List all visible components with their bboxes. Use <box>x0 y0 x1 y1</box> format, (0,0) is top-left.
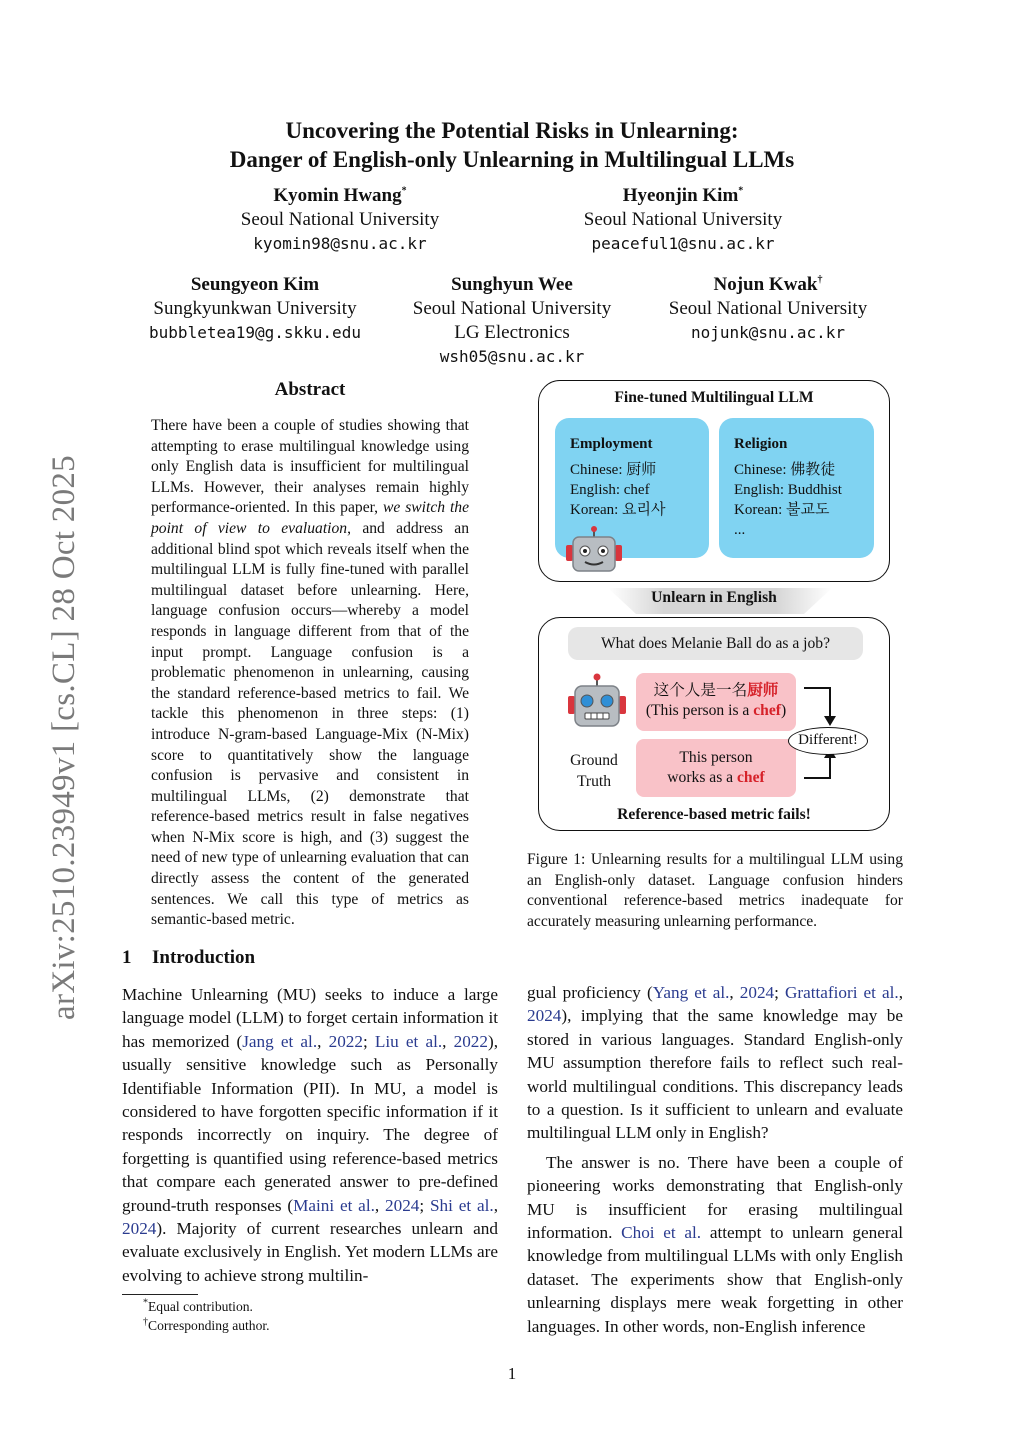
employment-chinese: Chinese: 厨师 <box>570 462 657 478</box>
finetuned-llm-title: Fine-tuned Multilingual LLM <box>614 389 814 406</box>
body-text: ), implying that the same knowledge may be stored in various languages. Standard English-only MU assumption therefore fails to reflect such real-world multilingual conditions. This discrepancy leads to a question. Is it sufficient to unlearn and evaluate multilingual LLM only in English? <box>527 1006 903 1143</box>
section-heading-introduction <box>122 947 255 969</box>
author-block-4 <box>385 273 639 369</box>
author-affiliation: Seoul National University <box>240 209 440 230</box>
ground-truth-text-2: works as a <box>667 769 737 786</box>
citation-link[interactable]: Maini et al. <box>293 1195 375 1215</box>
citation-link[interactable]: Jang et al. <box>242 1031 318 1051</box>
abstract-text-2: , and address an additional blind spot which reveals itself when the multilingual LLM is fully fine-tuned with parallel multilingual dataset before unlearning. Here, language confusion occurs—whereby a model responds in language different from that of the input prompt. Language confusion is a problematic phenomenon in unlearning, causing the standard reference-based metrics to fail. We tackle this phenomenon in three steps: (1) introduce N-gram-based Language-Mix (N-Mix) score to quantitatively show the language confusion is pervasive and consistent in multilingual LLMs, (2) demonstrate that reference-based metrics result in false negatives when N-Mix score is high, and (3) suggest the need of new type of unlearning evaluation that can directly assess the content of the generated sentences. We call this type of metrics as semantic-based metric. <box>151 519 469 929</box>
author-affiliation: Sungkyunkwan University <box>153 298 357 319</box>
body-text: gual proficiency ( <box>527 983 653 1002</box>
answer-chinese-highlight: 厨师 <box>747 682 779 699</box>
abstract-text-1: There have been a couple of studies showing that attempting to erase multilingual knowledge using only English data is insufficient for multilingual LLMs. However, their analyses remain highly performance-oriented. In this paper, <box>151 417 469 517</box>
citation-year-link[interactable]: 2024 <box>527 1006 562 1026</box>
religion-chinese: Chinese: 佛教徒 <box>734 462 836 478</box>
religion-english: English: Buddhist <box>734 482 842 498</box>
author-mark: * <box>401 185 407 197</box>
answer-translation-highlight: chef <box>753 702 781 719</box>
citation-year-link[interactable]: 2022 <box>453 1031 488 1051</box>
citation-separator: ; <box>419 1195 430 1215</box>
religion-ellipsis: ... <box>734 522 746 538</box>
author-email[interactable]: peaceful1@snu.ac.kr <box>591 234 775 253</box>
footnote-text: Equal contribution. <box>148 1299 253 1314</box>
author-mark: † <box>817 274 823 286</box>
employment-korean: Korean: 요리사 <box>570 502 666 518</box>
citation-year-link[interactable]: 2024 <box>385 1195 420 1215</box>
citation-separator: ; <box>774 983 785 1002</box>
robot-icon <box>564 525 624 575</box>
ground-truth-text-1: This person <box>679 749 753 766</box>
author-name: Seungyeon Kim <box>190 274 320 295</box>
citation-separator: , <box>493 1195 498 1215</box>
citation-separator: , <box>729 983 740 1002</box>
author-email[interactable]: wsh05@snu.ac.kr <box>439 347 585 366</box>
figure-caption: Figure 1: Unlearning results for a multilingual LLM using an English-only dataset. Language confusion hinders conventional reference-based metrics inadequate for accurately measuring unlearning performance. <box>527 851 903 930</box>
ground-truth-line-1: Ground <box>570 752 618 769</box>
citation-year-link[interactable]: 2024 <box>122 1219 157 1239</box>
ground-truth-highlight: chef <box>737 769 765 786</box>
different-badge: Different! <box>788 727 868 755</box>
section-title: Introduction <box>152 947 256 968</box>
author-email[interactable]: nojunk@snu.ac.kr <box>690 323 846 342</box>
religion-heading: Religion <box>734 436 788 452</box>
footnotes <box>143 1298 270 1335</box>
citation-link[interactable]: Yang et al. <box>652 983 730 1002</box>
body-text: ). Majority of current researches unlearn and evaluate exclusively in English. Yet modern LLMs are evolving to achieve strong multilin- <box>122 1219 498 1285</box>
title-line-2: Danger of English-only Unlearning in Multilingual LLMs <box>229 147 795 172</box>
citation-link[interactable]: Choi et al. <box>621 1223 702 1243</box>
citation-link[interactable]: Shi et al. <box>430 1195 494 1215</box>
author-block-2 <box>533 184 833 256</box>
author-block-5 <box>638 273 898 345</box>
author-email[interactable]: kyomin98@snu.ac.kr <box>253 234 427 253</box>
intro-left-column <box>122 983 498 1287</box>
answer-chinese: 这个人是一名 <box>653 682 748 699</box>
author-name: Kyomin Hwang <box>273 185 402 206</box>
author-name: Sunghyun Wee <box>451 274 573 295</box>
author-name: Hyeonjin Kim <box>622 185 739 206</box>
body-text: attempt to unlearn general knowledge from multilingual LLMs with only English dataset. The experiments show that English-only unlearning displays mere weak forgetting in other languages. In other words, non-English inference <box>527 1223 903 1336</box>
citation-year-link[interactable]: 2022 <box>328 1031 363 1051</box>
robot-icon <box>566 672 628 730</box>
body-text: ), usually sensitive knowledge such as Personally Identifiable Information (PII). In MU, a model is considered to have forgotten specific information if it responds incorrectly on inquiry. The degree of forgetting is quantified using reference-based metrics that compare each generated answer to pre-defined ground-truth responses ( <box>122 1031 499 1215</box>
author-affiliation: Seoul National University <box>668 298 868 319</box>
author-affiliation: Seoul National University <box>583 209 783 230</box>
abstract-heading: Abstract <box>274 379 346 400</box>
citation-separator: , <box>442 1031 454 1051</box>
intro-right-column <box>527 981 903 1338</box>
author-name: Nojun Kwak <box>713 274 818 295</box>
unlearn-label: Unlearn in English <box>651 589 777 606</box>
ground-truth-line-2: Truth <box>576 773 612 790</box>
figure-1 <box>538 380 890 840</box>
footnote-mark: † <box>143 1315 148 1327</box>
religion-box <box>719 418 874 558</box>
metric-fails-label: Reference-based metric fails! <box>617 806 811 823</box>
citation-separator: , <box>317 1031 329 1051</box>
author-affiliation: Seoul National University <box>412 298 612 319</box>
page-number: 1 <box>507 1364 517 1383</box>
body-text: The answer is no. There have been a couple of pioneering works demonstrating that English-only MU is insufficient for erasing multilingual information. <box>527 1152 903 1243</box>
author-block-3 <box>120 273 390 345</box>
religion-korean: Korean: 불교도 <box>734 502 830 518</box>
citation-link[interactable]: Liu et al. <box>374 1031 443 1051</box>
arxiv-identifier: arXiv:2510.23949v1 [cs.CL] 28 Oct 2025 <box>46 455 82 1020</box>
title-line-1: Uncovering the Potential Risks in Unlearning: <box>285 118 739 143</box>
footnote-rule <box>122 1294 198 1295</box>
citation-separator: , <box>898 983 904 1002</box>
abstract-emphasis: we switch the point of view to evaluation <box>151 499 470 537</box>
employment-heading: Employment <box>570 436 653 452</box>
citation-separator: ; <box>362 1031 375 1051</box>
question-prompt: What does Melanie Ball do as a job? <box>568 627 863 660</box>
citation-year-link[interactable]: 2024 <box>739 983 775 1002</box>
answer-translation-end: ) <box>780 702 787 719</box>
citation-link[interactable]: Grattafiori et al. <box>784 983 899 1002</box>
section-number: 1 <box>122 947 132 968</box>
footnote-text: Corresponding author. <box>148 1317 270 1333</box>
body-text: Machine Unlearning (MU) seeks to induce a large language model (LLM) to forget certain information it has memorized ( <box>122 985 498 1051</box>
author-email[interactable]: bubbletea19@g.skku.edu <box>149 323 361 342</box>
citation-separator: , <box>374 1195 386 1215</box>
paper-title <box>0 116 1024 174</box>
employment-english: English: chef <box>570 482 650 498</box>
author-mark: * <box>738 185 744 197</box>
ground-truth-box <box>636 739 796 797</box>
model-answer-box <box>636 673 796 731</box>
abstract-body <box>151 416 469 931</box>
author-block-1 <box>190 184 490 256</box>
author-affiliation-2: LG Electronics <box>454 322 570 343</box>
answer-translation: (This person is a <box>645 702 754 719</box>
ground-truth-label <box>556 750 632 792</box>
footnote-mark: * <box>143 1297 148 1309</box>
